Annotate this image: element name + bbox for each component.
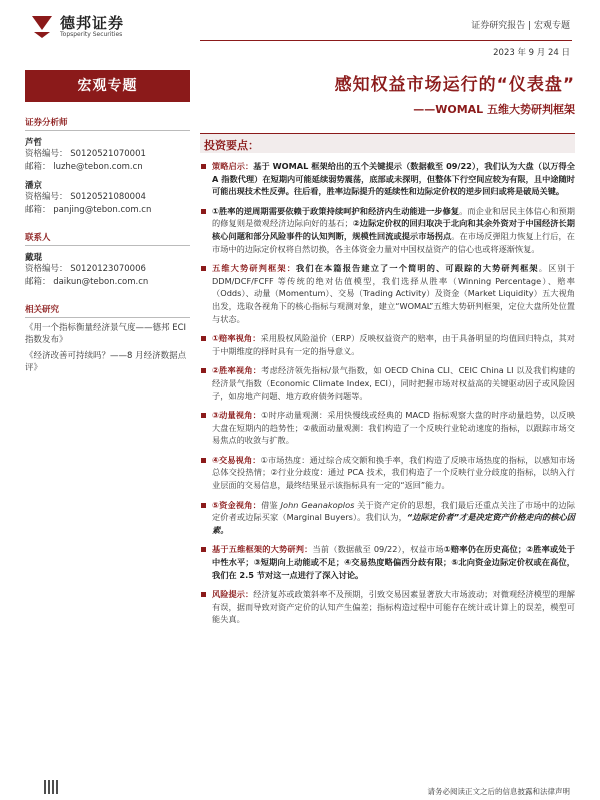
footer-disclaimer: 请务必阅读正文之后的信息披露和法律声明 bbox=[427, 787, 570, 796]
momentum-paragraph bbox=[200, 409, 575, 447]
para-lead: ①赔率视角： bbox=[212, 333, 261, 344]
para-lead: 风险提示： bbox=[212, 589, 254, 600]
para-text: 当前（数据截至 09/22），权益市场 bbox=[312, 544, 444, 555]
analyst-cert: 资格编号： S0120521070001 bbox=[25, 149, 146, 159]
key-drivers-paragraph bbox=[200, 205, 575, 255]
report-category: 证券研究报告 | 宏观专题 bbox=[471, 21, 570, 31]
invest-highlights-label: 投资要点： bbox=[204, 139, 259, 152]
strategy-paragraph bbox=[200, 160, 575, 198]
para-text: 关于资产定价的思想，我们最后还重点关注了市场中的边际定价者或边际买家（Marginal Buyers）。我们认为， bbox=[212, 499, 575, 523]
related-report[interactable]: 《用一个指标衡量经济景气度——德邦 ECI 指数发布》 bbox=[25, 323, 187, 345]
para-text: 。在市场反弹阻力恢复上行后，在市场中的边际定价权将自然切换，各主体资金力量对中国权益资产的信心也或将逐渐恢复。 bbox=[212, 230, 575, 254]
para-text: 。而企业和居民主体信心和预期的修复则是微观经济边际向好的基石； bbox=[212, 205, 575, 229]
trading-paragraph bbox=[200, 454, 575, 492]
para-lead: ⑤资金视角： bbox=[212, 499, 262, 510]
analyst-name: 芦哲 bbox=[25, 138, 43, 148]
odds-paragraph bbox=[200, 332, 575, 357]
report-date: 2023 年 9 月 24 日 bbox=[493, 48, 570, 58]
para-text: 采用股权风险溢价（ERP）反映权益资产的赔率，由于具备明显的均值回归特点，其对于中期维度的择时具有一定的指导意义。 bbox=[212, 333, 575, 356]
analyst-name: 潘京 bbox=[25, 181, 43, 191]
contact-label: 联系人 bbox=[25, 231, 190, 246]
winrate-paragraph bbox=[200, 364, 575, 402]
para-lead: ③动量视角： bbox=[212, 410, 262, 421]
para-lead: 基于五维框架的大势研判： bbox=[212, 544, 313, 555]
analysts-label: 证券分析师 bbox=[25, 116, 190, 131]
contact-email[interactable]: 邮箱： daikun@tebon.com.cn bbox=[25, 277, 149, 287]
report-subtitle: ——WOMAL 五维大势研判框架 bbox=[413, 103, 575, 116]
main-content bbox=[200, 70, 575, 626]
report-title: 感知权益市场运行的“仪表盘” bbox=[334, 75, 575, 95]
para-text: ①时序动量观测：采用快慢线或经典的 MACD 指标观察大盘的时序动量趋势，以反映大盘在短期内的趋势性； bbox=[212, 410, 576, 433]
contact-name: 戴琨 bbox=[25, 253, 43, 263]
logo-cn-text: 德邦证券 bbox=[60, 14, 125, 32]
para-bold-italic: “边际定价者”才是决定资产价格走向的核心因素。 bbox=[212, 512, 575, 535]
invest-highlights-bar bbox=[200, 133, 575, 153]
related-label: 相关研究 bbox=[25, 303, 190, 318]
sidebar bbox=[25, 70, 190, 374]
para-lead: ④交易视角： bbox=[212, 454, 261, 465]
para-text: 经济复苏或政策斜率不及预期，引致交易因素显著放大市场波动；对微观经济模型的理解有误，据而导致对资产定价的认知产生偏差；指标构造过程中可能存在统计或计算上的误差，模型可能失真。 bbox=[212, 589, 575, 625]
contact-cert: 资格编号： S0120123070006 bbox=[25, 264, 146, 274]
risk-paragraph bbox=[200, 588, 575, 626]
logo-en-text: Topsperity Securities bbox=[60, 31, 123, 38]
para-bold: ②边际定价权的回归取决于北向和其余外资对于中国经济长期核心问题和部分风险事件的认知判断，规模性回流或提示市场拐点 bbox=[212, 218, 575, 241]
para-text: ②截面动量观测：我们构造了一个反映行业轮动速度的指标，以跟踪市场交易焦点的收敛与扩散。 bbox=[212, 422, 575, 446]
report-header bbox=[0, 0, 600, 58]
related-report[interactable]: 《经济改善可持续吗？——8 月经济数据点评》 bbox=[25, 351, 187, 373]
para-text: 。区别于 DDM/DCF/FCFF 等传统的绝对估值模型，我们选择从胜率（Winning Percentage）、赔率（Odds）、动量（Momentum）、交易（Trading Activity）及资金（Market Liquidity）五大视角出发，选取各视角下的核心指标与观测对象，建立“WOMAL”五维大势研判框架，定位大盘所处位置与状态。 bbox=[212, 263, 575, 324]
sidebar-section-title: 宏观专题 bbox=[25, 70, 190, 102]
para-bold: ①胜率的逆周期需要依赖于政策持续呵护和经济内生动能进一步修复 bbox=[212, 205, 460, 216]
framework-paragraph bbox=[200, 262, 575, 325]
para-lead: 策略启示： bbox=[212, 161, 254, 171]
analyst-cert: 资格编号： S0120521080004 bbox=[25, 192, 146, 202]
para-bold: 我们在本篇报告建立了一个简明的、可跟踪的大势研判框架 bbox=[296, 263, 539, 274]
para-italic: John Geanakoplos bbox=[280, 499, 355, 510]
analyst-email[interactable]: 邮箱： luzhe@tebon.com.cn bbox=[25, 162, 143, 172]
para-text: ②行业分歧度：通过 PCA 技术，我们构造了一个反映行业分歧度的指标，以纳入行业层面的交易信息，最终结果显示该指标具有一定的“返回”能力。 bbox=[212, 467, 575, 491]
judgement-paragraph bbox=[200, 543, 575, 581]
para-text: ①市场热度：通过综合成交额和换手率，我们构造了反映市场热度的指标，以感知市场总体交投热情； bbox=[212, 454, 575, 478]
para-bold: ①赔率仍在历史高位；②胜率或处于中性水平；③短期向上动能或不足；④交易热度略偏西分歧有限；⑤北向资金边际定价权或在高位，我们在 2.5 节对这一点进行了深入讨论。 bbox=[212, 544, 575, 580]
liquidity-paragraph bbox=[200, 499, 575, 537]
para-text: 考虑经济领先指标/景气指数，如 OECD China CLI、CEIC China LI 以及我们构建的经济景气指数（Economic Climate Index, ECI），同时把握市场对权益高的关键驱动因子或风险因子，如房地产问题、地方政府债务问题等。 bbox=[212, 365, 576, 401]
analyst-card bbox=[25, 179, 190, 217]
qr-code-icon bbox=[44, 780, 58, 794]
tebon-logo-icon bbox=[28, 12, 56, 40]
contact-card bbox=[25, 251, 190, 289]
para-text: 借鉴 bbox=[261, 499, 281, 510]
analyst-email[interactable]: 邮箱： panjing@tebon.com.cn bbox=[25, 205, 152, 215]
analyst-card bbox=[25, 136, 190, 174]
header-divider bbox=[200, 40, 572, 41]
para-lead: 五维大势研判框架： bbox=[212, 263, 297, 274]
para-lead: ②胜率视角： bbox=[212, 365, 262, 376]
para-bold: 基于 WOMAL 框架给出的五个关键提示（数据截至 09/22），我们认为大盘（以万得全 A 指数代理）在短期内可能延续弱势震荡，底部或未探明，但整体下行空间应较为有限，且中途随时可能出现技术性反弹。往后看，胜率边际提升的延续性和边际定价权的逆步回归或将是破局关键。 bbox=[212, 161, 575, 197]
